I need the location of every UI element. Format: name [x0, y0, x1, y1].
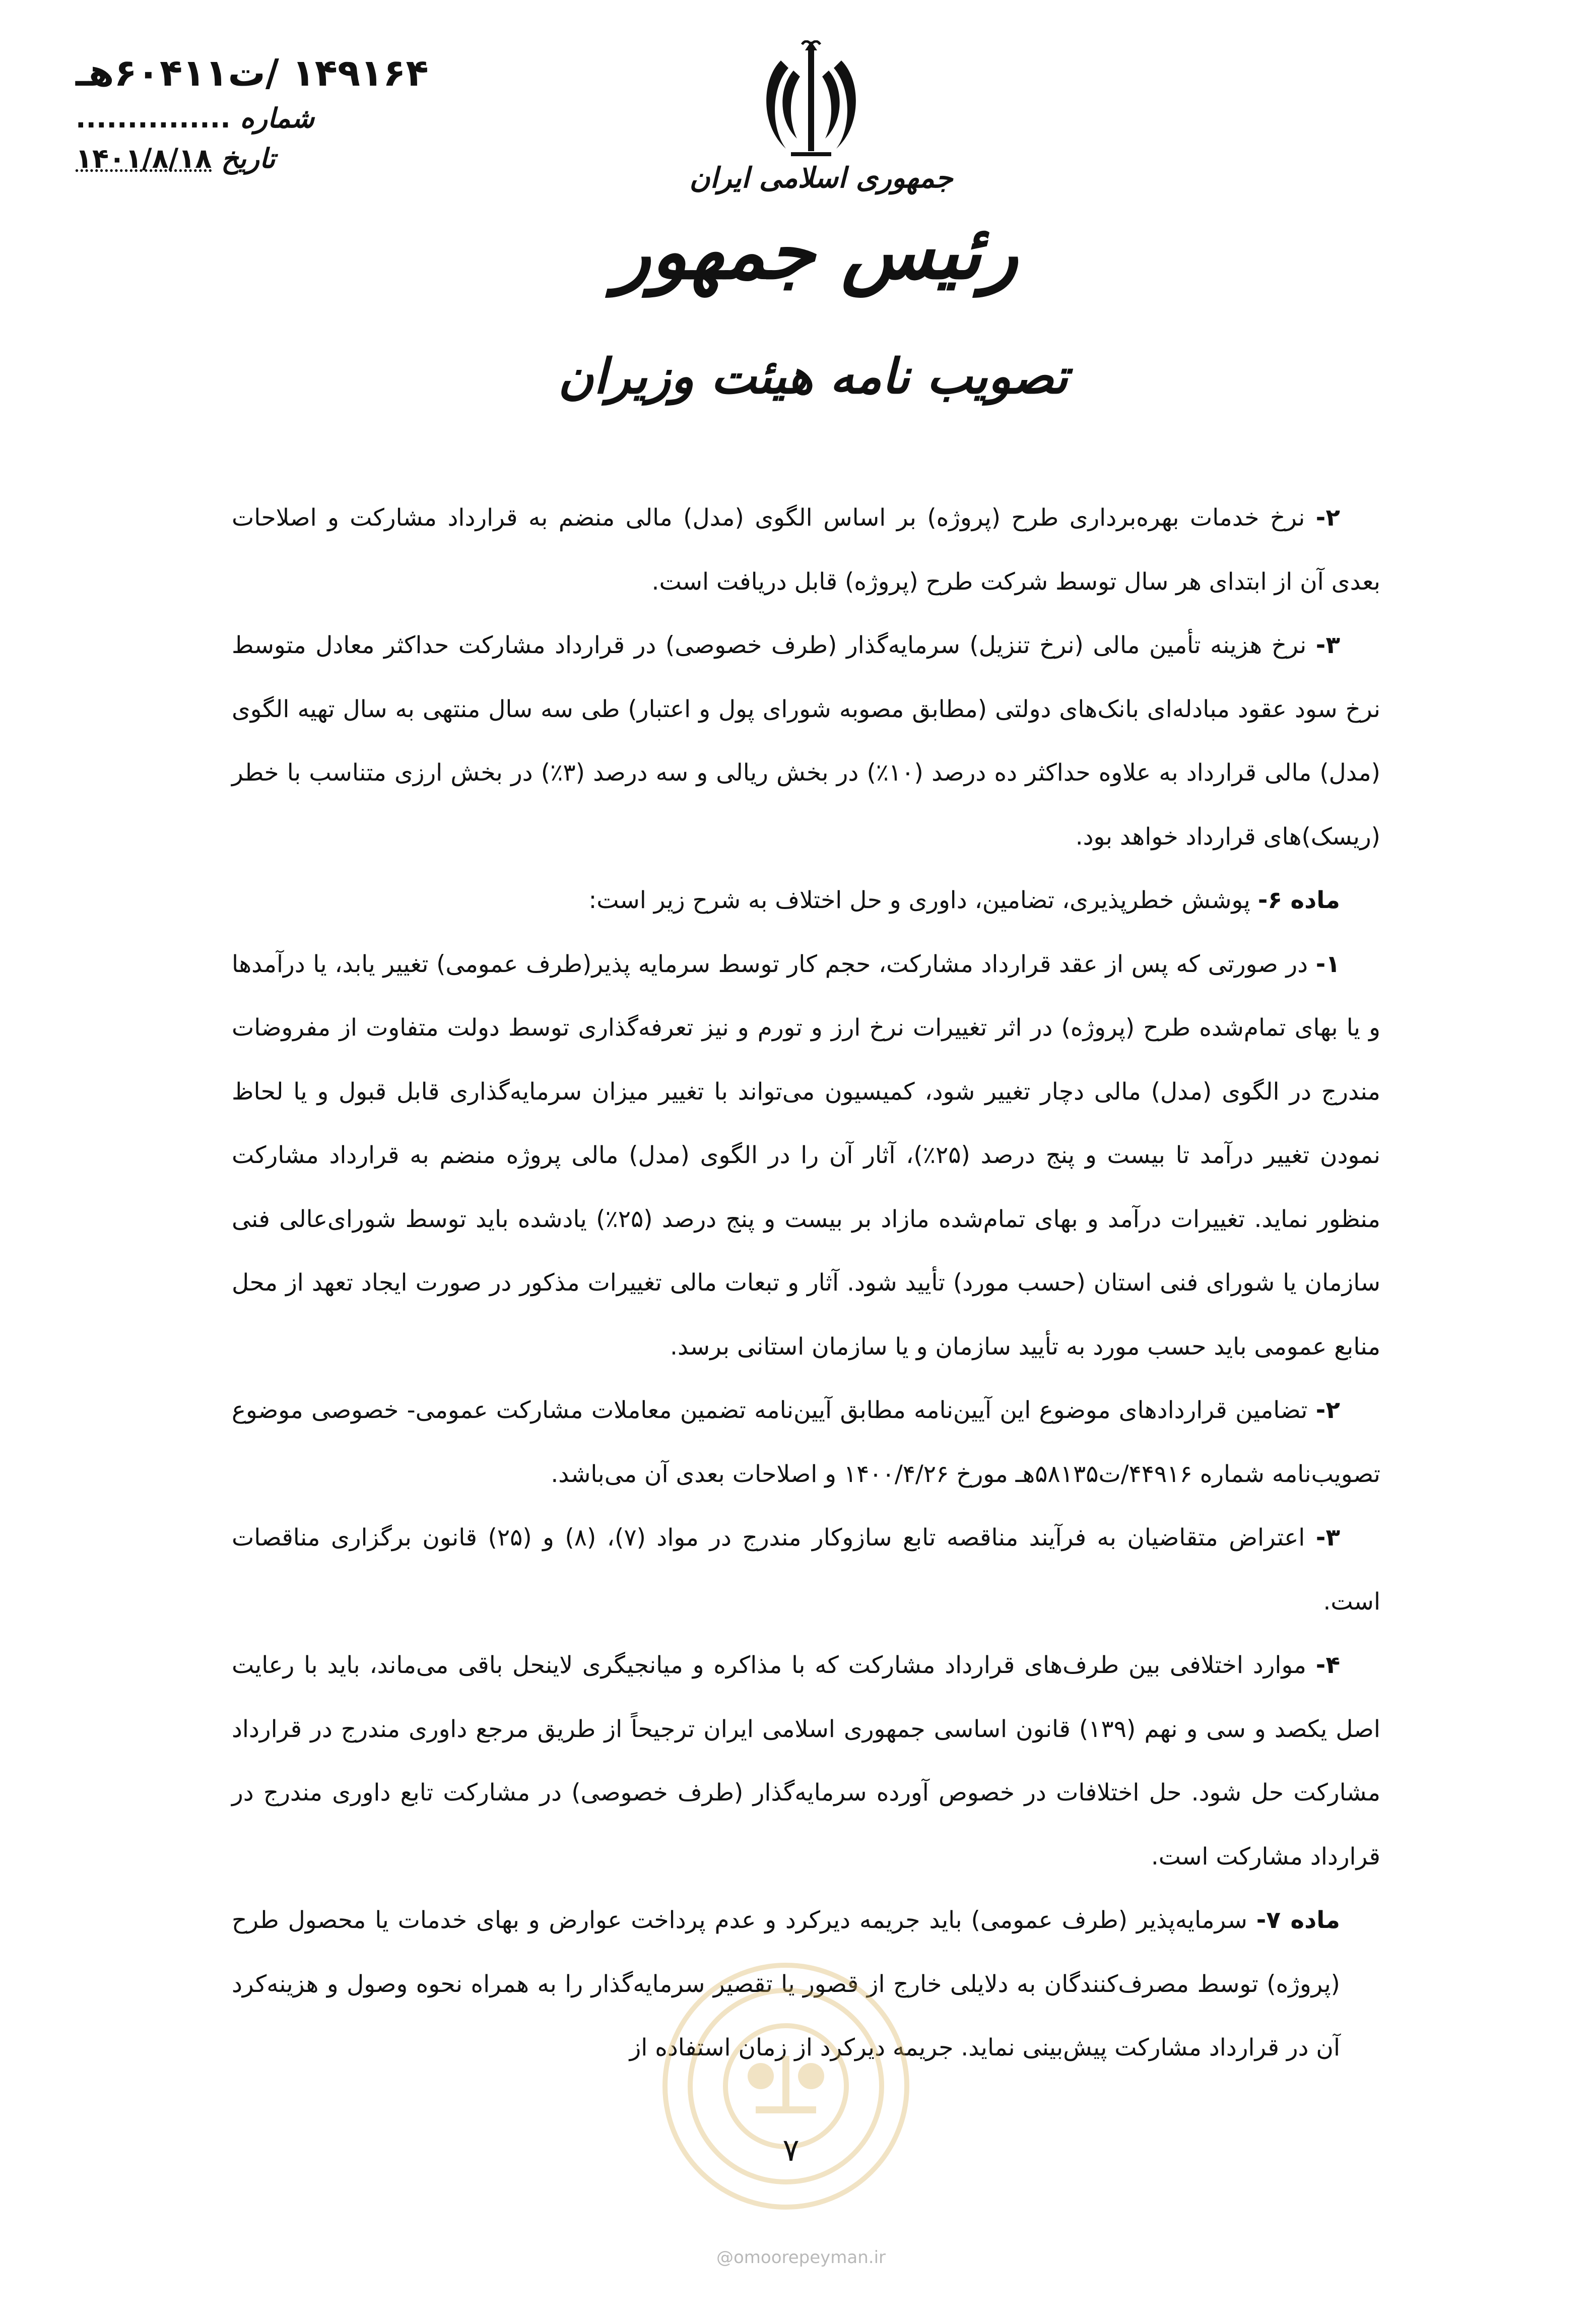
president-title: رئیس جمهور: [614, 208, 1018, 296]
paragraph: [232, 1634, 1380, 1889]
watermark-url: @omoorepeyman.ir: [716, 2247, 886, 2268]
number-label: شماره: [240, 102, 314, 134]
paragraph-text: نرخ خدمات بهره‌برداری طرح (پروژه) بر اساس الگوی (مدل) مالی منضم به قرارداد مشارکت و اصلاحات بعدی آن از ابتدای هر سال توسط شرکت طرح (پروژه) قابل دریافت است.: [232, 504, 1380, 596]
clause-number: ۳-: [1315, 631, 1340, 659]
clause-number: ۲-: [1315, 504, 1340, 532]
clause-number: ۲-: [1315, 1396, 1340, 1424]
reference-block: [76, 48, 438, 179]
paragraph-text: اعتراض متقاضیان به فرآیند مناقصه تابع سازوکار مندرج در مواد (۷)، (۸) و (۲۵) قانون برگزاری مناقصات است.: [232, 1524, 1380, 1616]
paragraph: [232, 933, 1380, 1379]
article-label: ماده ۶-: [1257, 886, 1340, 914]
page-number: ۷: [782, 2132, 800, 2168]
paragraph-text: سرمایه‌پذیر (طرف عمومی) باید جریمه دیرکرد و عدم پرداخت عوارض و بهای خدمات یا محصول طرح (پروژه) توسط مصرف‌کنندگان به دلایلی خارج از قصور یا تقصیر سرمایه‌گذار را به همراه نحوه وصول و هزینه‌کرد آن در قرارداد مشارکت پیش‌بینی نماید. جریمه دیرکرد از زمان استفاده از: [232, 1906, 1340, 2061]
paragraph-text: در صورتی که پس از عقد قرارداد مشارکت، حجم کار توسط سرمایه پذیر(طرف عمومی) تغییر یابد، یا درآمدها و یا بهای تمام‌شده طرح (پروژه) در اثر تغییرات نرخ ارز و تورم و نیز تعرفه‌گذاری توسط دولت متفاوت از مفروضات مندرج در الگوی (مدل) مالی دچار تغییر شود، کمیسیون می‌تواند با تغییر میزان سرمایه‌گذاری قابل قبول و یا لحاظ نمودن تغییر درآمد تا بیست و پنج درصد (۲۵٪)، آثار آن را در الگوی (مدل) مالی پروژه منضم به قرارداد مشارکت منظور نماید. تغییرات درآمد و بهای تمام‌شده مازاد بر بیست و پنج درصد (۲۵٪) یادشده باید توسط شورای‌عالی فنی سازمان یا شورای فنی استان (حسب مورد) تأیید شود. آثار و تبعات مالی تغییرات مذکور در صورت ایجاد تعهد از محل منابع عمومی باید حسب مورد به تأیید سازمان و یا سازمان استانی برسد.: [232, 950, 1380, 1361]
article-paragraph: [232, 869, 1380, 933]
number-dots: ...............: [76, 102, 231, 134]
paragraph: [232, 486, 1380, 614]
date-value: ۱۴۰۱/۸/۱۸: [76, 143, 212, 174]
body-text: [232, 486, 1380, 2080]
paragraph-text: تضامین قراردادهای موضوع این آیین‌نامه مطابق آیین‌نامه تضمین معاملات مشارکت عمومی- خصوصی موضوع تصویب‌نامه شماره ۴۴۹۱۶/ت۵۸۱۳۵هـ مورخ ۱۴۰۰/۴/۲۶ و اصلاحات بعدی آن می‌باشد.: [232, 1396, 1380, 1488]
number-row: [76, 98, 438, 139]
republic-title: جمهوری اسلامی ایران: [689, 161, 953, 195]
article-label: ماده ۷-: [1256, 1906, 1340, 1934]
paragraph-text: نرخ هزینه تأمین مالی (نرخ تنزیل) سرمایه‌گذار (طرف خصوصی) در قرارداد مشارکت حداکثر معادل متوسط نرخ سود عقود مبادله‌ای بانک‌های دولتی (مطابق مصوبه شورای پول و اعتبار) طی سه سال منتهی به سال تهیه الگوی (مدل) مالی قرارداد به علاوه حداکثر ده درصد (۱۰٪) در بخش ریالی و سه درصد (۳٪) در بخش ارزی متناسب با خطر (ریسک)‌های قرارداد خواهد بود.: [232, 631, 1380, 851]
watermark-seal-icon: [655, 1955, 917, 2217]
clause-number: ۴-: [1315, 1651, 1340, 1679]
cabinet-title: تصویب نامه هیئت وزیران: [558, 348, 1068, 405]
clause-number: ۳-: [1315, 1524, 1341, 1552]
reference-number: ۱۴۹۱۶۴ /ت۶۰۴۱۱هـ: [76, 51, 429, 95]
date-row: [76, 139, 438, 179]
date-label: تاریخ: [221, 143, 276, 174]
clause-number: ۱-: [1315, 950, 1340, 978]
paragraph: [232, 1379, 1380, 1506]
paragraph: [232, 614, 1380, 869]
paragraph: [232, 1506, 1380, 1634]
paragraph-text: موارد اختلافی بین طرف‌های قرارداد مشارکت که با مذاکره و میانجیگری لاینحل باقی می‌ماند، باید با رعایت اصل یکصد و سی و نهم (۱۳۹) قانون اساسی جمهوری اسلامی ایران ترجیحاً از طریق مرجع داوری مندرج در قرارداد مشارکت حل شود. حل اختلافات در خصوص آورده سرمایه‌گذار (طرف خصوصی) در مشارکت تابع داوری مندرج در قرارداد مشارکت است.: [232, 1651, 1380, 1870]
paragraph-text: پوشش خطرپذیری، تضامین، داوری و حل اختلاف به شرح زیر است:: [588, 886, 1258, 914]
iran-emblem-icon: [761, 40, 861, 166]
